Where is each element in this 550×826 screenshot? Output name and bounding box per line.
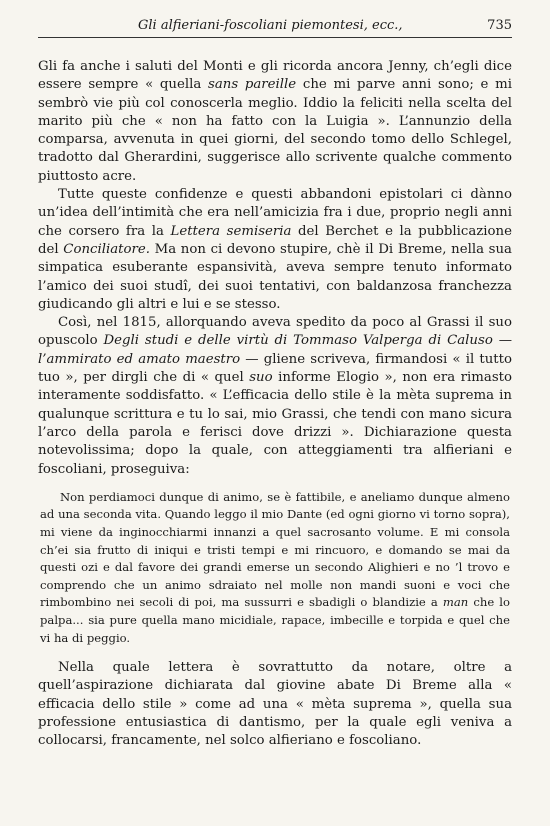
italic-run: Lettera semiseria <box>170 223 292 239</box>
paragraph-3 <box>38 314 512 479</box>
text-run: — gliene scriveva, firmandosi « il tutto tuo », per dirgli che di « quel <box>38 351 512 386</box>
italic-run: Degli studi e delle virtù di Tommaso Valperga di Caluso — l’ammirato ed amato maestro <box>38 333 512 367</box>
text-run: Gli fa anche i saluti del Monti e gli ricorda ancora Jenny, ch’egli dice essere sempre « quella <box>38 59 512 93</box>
text-run: del Berchet e la pubblicazione del <box>38 223 512 257</box>
text-run: Non perdiamoci dunque di animo, se è fattibile, e aneliamo dunque almeno ad una seconda vita. Quando leggo il mio Dante (ed ogni giorno vi torno sopra), mi viene da inginocchiarmi innanzi a quel sacrosanto volume. E mi consola ch’ei sia frutto di iniqui e tristi tempi e mi rincuoro, e domando se mai da questi ozi e dal favore dei grandi emerse un secondo Alighieri e no ’l trovo e comprendo che un animo sdraiato nel molle non mandi suoni e voci che rimbombino nei secoli di poi, ma sussurri e sbadigli o blandizie a <box>40 489 510 610</box>
block-quote <box>40 489 510 647</box>
text-run: Ma non ci devono stupire, chè il Di Breme, nella sua simpatica esuberante espansività, aveva sempre tenuto informato l’amico dei suoi studî, dei suoi tentativi, con baldanzosa franchezza giudicando gli altri e lui e se stesso. <box>38 241 512 312</box>
quote-paragraph <box>40 489 510 647</box>
italic-run: man <box>442 595 469 610</box>
italic-run: Conciliatore. <box>63 241 150 257</box>
page-header <box>138 18 512 33</box>
italic-run: suo <box>249 370 273 386</box>
text-run: che lo palpa... sia pure quella mano micidiale, rapace, imbecille e torpida e quel che vi ha di peggio. <box>40 595 510 645</box>
paragraph-1 <box>38 58 512 186</box>
text-run: Nella quale lettera è sovrattutto da notare, oltre a quell’aspirazione dichiarata dal giovine abate Di Breme alla « efficacia dello stile » come ad una « mèta suprema », quella sua professione entusiastica di dantismo, per la quale egli veniva a collocarsi, francamente, nel solco alfieriano e foscoliano. <box>38 660 512 749</box>
paragraph-2 <box>38 186 512 314</box>
header-rule <box>38 37 512 38</box>
text-run: che mi parve anni sono; e mi sembrò vie più col conoscerla meglio. Iddio la feliciti nella scelta del marito più che « non ha fatto con la Luigia ». L’annunzio della comparsa, avvenuta in quei giorni, del secondo tomo dello Schlegel, tradotto dal Gherardini, suggerisce allo scrivente qualche commento piuttosto acre. <box>38 77 512 184</box>
paragraph-4 <box>38 659 512 750</box>
page-number: 735 <box>487 18 512 33</box>
text-run: Così, nel 1815, allorquando aveva spedito da poco al Grassi il suo opuscolo <box>38 315 512 349</box>
text-run: Tutte queste confidenze e questi abbandoni epistolari ci dànno un’idea dell’intimità che era nell’amicizia fra i due, proprio negli anni che corsero fra la <box>38 187 512 239</box>
running-head: Gli alfieriani-foscoliani piemontesi, ecc., <box>138 18 403 33</box>
italic-run: sans pareille <box>208 77 297 93</box>
text-run: informe Elogio », non era rimasto interamente soddisfatto. « L’efficacia dello stile è la mèta suprema in qualunque scrittura e tu lo sai, mio Grassi, che tendi con mano sicura l’arco della parola e ferisci dove drizzi ». Dichiarazione questa notevolissima; dopo la quale, con atteggiamenti tra alfieriani e foscoliani, proseguiva: <box>38 370 512 477</box>
